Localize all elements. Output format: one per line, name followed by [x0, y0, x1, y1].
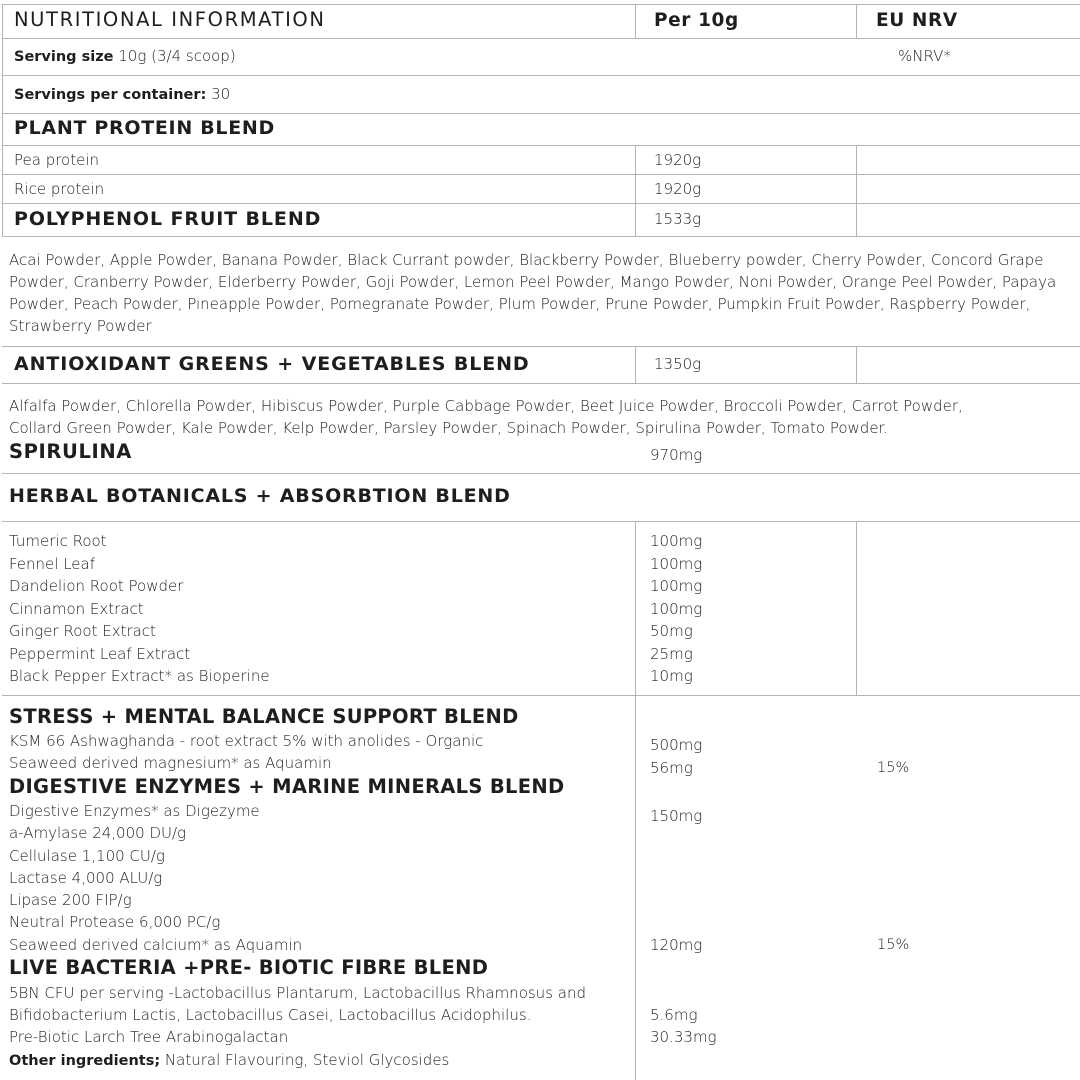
column-divider	[2, 4, 3, 236]
ashwaghanda-name: KSM 66 Ashwaghanda - root extract 5% with anolides - Organic	[9, 732, 484, 750]
row-divider	[2, 346, 1080, 347]
prebiotic-amount: 30.33mg	[650, 1028, 717, 1046]
ashwaghanda-amount: 500mg	[650, 736, 703, 754]
column-divider	[856, 346, 857, 383]
stress-title: STRESS + MENTAL BALANCE SUPPORT BLEND	[9, 705, 519, 728]
herbal-title: HERBAL BOTANICALS + ABSORBTION BLEND	[9, 485, 511, 507]
row-divider	[2, 383, 1080, 384]
calcium-nrv: 15%	[877, 937, 910, 953]
bacteria-line-2: Bifidobacterium Lactis, Lactobacillus Casei, Lactobacillus Acidophilus.	[9, 1006, 532, 1024]
servings-value: 30	[211, 85, 231, 103]
polyphenol-amount: 1533g	[654, 210, 702, 228]
nrv-percent-label: %NRV*	[898, 47, 951, 65]
list-item: Lipase 200 FIP/g	[9, 891, 132, 910]
plant-protein-title: PLANT PROTEIN BLEND	[14, 117, 275, 139]
herbal-ingredient-list	[9, 530, 270, 688]
digezyme-amount: 150mg	[650, 807, 703, 825]
list-item: 25mg	[650, 644, 693, 663]
digestive-ingredient-list	[9, 800, 302, 956]
table-title: NUTRITIONAL INFORMATION	[14, 8, 326, 31]
rice-protein-amount: 1920g	[654, 180, 702, 198]
column-divider	[635, 145, 636, 236]
greens-ingredients: Alfalfa Powder, Chlorella Powder, Hibiscus Powder, Purple Cabbage Powder, Beet Juice Powder, Broccoli Powder, Carrot Powder, Collard Green Powder, Kale Powder, Kelp Powder, Parsley Powder, Spinach Powder, Spirulina Powder, Tomato Powder.	[9, 397, 963, 437]
bacteria-line-1: 5BN CFU per serving -Lactobacillus Plantarum, Lactobacillus Rhamnosus and	[9, 984, 586, 1002]
row-divider	[2, 695, 1080, 696]
column-divider	[635, 521, 636, 695]
list-item: Black Pepper Extract* as Bioperine	[9, 667, 270, 685]
list-item: Lactase 4,000 ALU/g	[9, 868, 163, 887]
row-divider	[2, 236, 1080, 237]
serving-size-row	[14, 45, 236, 68]
list-item: 10mg	[650, 667, 693, 685]
row-divider	[2, 113, 1080, 114]
list-item: Cellulase 1,100 CU/g	[9, 846, 165, 865]
other-ingredients-row	[9, 1049, 449, 1072]
other-ingredients-value: Natural Flavouring, Steviol Glycosides	[164, 1051, 450, 1069]
column-divider	[635, 346, 636, 383]
pea-protein-amount: 1920g	[654, 151, 702, 169]
eu-nrv-header: EU NRV	[876, 10, 958, 31]
column-divider	[635, 695, 636, 1080]
list-item: Fennel Leaf	[9, 554, 96, 573]
serving-size-label: Serving size	[14, 49, 114, 65]
row-divider	[2, 145, 1080, 146]
pea-protein-name: Pea protein	[14, 151, 100, 169]
servings-label: Servings per container:	[14, 87, 207, 103]
column-divider	[856, 145, 857, 236]
servings-per-container-row	[14, 83, 230, 106]
list-item: Digestive Enzymes* as Digezyme	[9, 802, 260, 820]
row-divider	[2, 75, 1080, 76]
calcium-amount: 120mg	[650, 936, 703, 954]
row-divider	[2, 473, 1080, 474]
magnesium-nrv: 15%	[877, 760, 910, 776]
row-divider	[2, 521, 1080, 522]
row-divider	[2, 38, 1080, 39]
herbal-amount-list	[650, 530, 702, 688]
table-border-top	[2, 4, 1080, 5]
list-item: 50mg	[650, 622, 693, 640]
list-item: Neutral Protease 6,000 PC/g	[9, 913, 221, 932]
list-item: 100mg	[650, 577, 703, 595]
column-divider	[856, 521, 857, 695]
list-item: 100mg	[650, 599, 703, 618]
row-divider	[2, 174, 1080, 175]
spirulina-amount: 970mg	[650, 446, 703, 464]
row-divider	[2, 203, 1080, 204]
column-divider	[635, 4, 636, 38]
per-10g-header: Per 10g	[654, 10, 739, 31]
list-item: 100mg	[650, 554, 703, 573]
list-item: Cinnamon Extract	[9, 599, 144, 618]
list-item: Seaweed derived calcium* as Aquamin	[9, 935, 303, 954]
list-item: a-Amylase 24,000 DU/g	[9, 824, 187, 843]
digestive-title: DIGESTIVE ENZYMES + MARINE MINERALS BLEND	[9, 775, 565, 798]
magnesium-name: Seaweed derived magnesium* as Aquamin	[9, 754, 332, 772]
greens-amount: 1350g	[654, 355, 702, 373]
rice-protein-name: Rice protein	[14, 180, 105, 198]
list-item: Dandelion Root Powder	[9, 577, 184, 595]
list-item: Tumeric Root	[9, 532, 107, 550]
prebiotic-name: Pre-Biotic Larch Tree Arabinogalactan	[9, 1028, 289, 1046]
column-divider	[856, 4, 857, 38]
list-item: Ginger Root Extract	[9, 622, 156, 640]
polyphenol-ingredients: Acai Powder, Apple Powder, Banana Powder, Black Currant powder, Blackberry Powder, Blueberry powder, Cherry Powder, Concord Grape Powder, Cranberry Powder, Elderberry Powder, Goji Powder, Lemon Peel Powder, Mango Powder, Noni Powder, Orange Peel Powder, Papaya Powder, Peach Powder, Pineapple Powder, Pomegranate Powder, Plum Powder, Prune Powder, Pumpkin Fruit Powder, Raspberry Powder, Strawberry Powder	[9, 251, 1057, 335]
bacteria-title: LIVE BACTERIA +PRE- BIOTIC FIBRE BLEND	[9, 956, 489, 979]
spirulina-title: SPIRULINA	[9, 440, 132, 463]
polyphenol-title: POLYPHENOL FRUIT BLEND	[14, 208, 322, 230]
magnesium-amount: 56mg	[650, 759, 693, 777]
serving-size-value: 10g (3/4 scoop)	[118, 47, 236, 65]
bacteria-amount: 5.6mg	[650, 1006, 698, 1024]
greens-title: ANTIOXIDANT GREENS + VEGETABLES BLEND	[14, 353, 530, 375]
other-ingredients-label: Other ingredients;	[9, 1053, 161, 1069]
list-item: 100mg	[650, 532, 703, 550]
list-item: Peppermint Leaf Extract	[9, 644, 191, 663]
